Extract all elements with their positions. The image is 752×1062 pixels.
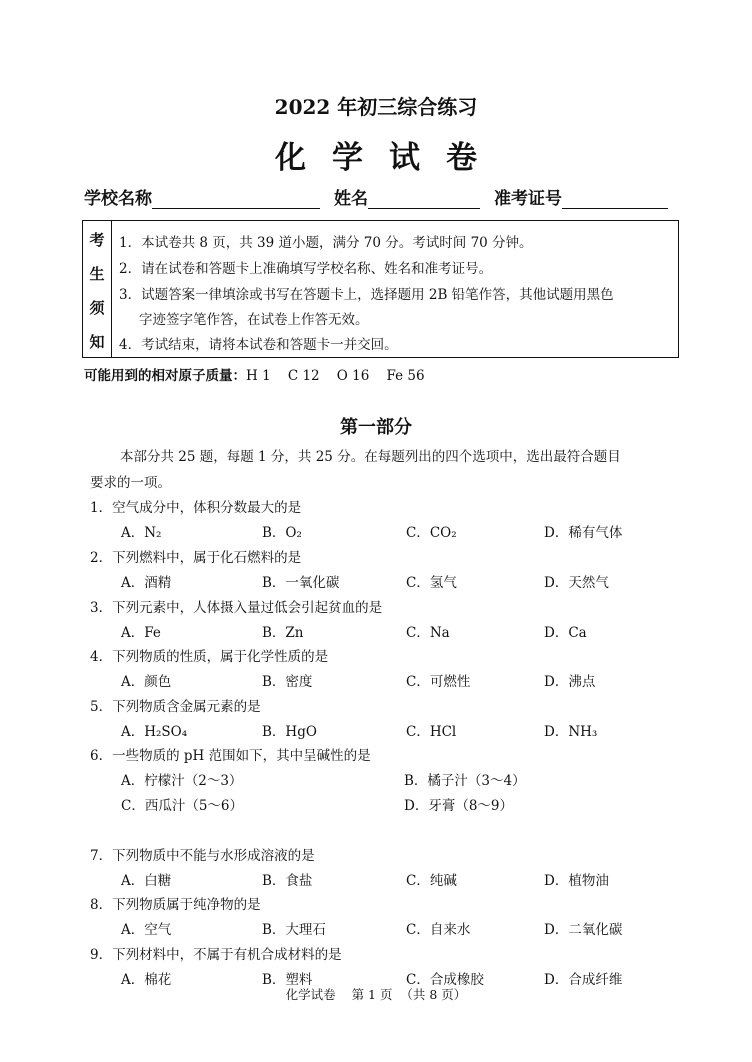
option-a[interactable]: A．Fe [121, 625, 161, 641]
option-a[interactable]: A．空气 [121, 922, 172, 938]
option-c[interactable]: C．可燃性 [406, 674, 471, 690]
notice-line: 4．考试结束，请将本试卷和答题卡一并交回。 [119, 337, 398, 353]
notice-side-char: 知 [89, 333, 105, 351]
question-stem: 2．下列燃料中，属于化石燃料的是 [90, 550, 302, 566]
question-stem: 6．一些物质的 pH 范围如下，其中呈碱性的是 [90, 748, 371, 764]
option-d[interactable]: D．合成纤维 [544, 972, 623, 988]
option-c[interactable]: C．Na [406, 625, 450, 641]
option-b[interactable]: B．Zn [262, 625, 304, 641]
question-stem: 7．下列物质中不能与水形成溶液的是 [90, 848, 315, 864]
question-stem: 4．下列物质的性质，属于化学性质的是 [90, 649, 329, 665]
question-stem: 3．下列元素中，人体摄入量过低会引起贫血的是 [90, 600, 383, 616]
part-intro: 要求的一项。 [90, 475, 171, 491]
name-blank[interactable] [368, 190, 480, 209]
option-a[interactable]: A．酒精 [121, 575, 172, 591]
option-c[interactable]: C．HCl [406, 724, 457, 740]
option-b[interactable]: B．HgO [262, 724, 317, 740]
option-b[interactable]: B．O₂ [262, 525, 302, 541]
option-d[interactable]: D．牙膏（8～9） [404, 798, 514, 814]
exam-title: 2022 年初三综合练习 [274, 95, 478, 119]
id-blank[interactable] [562, 190, 668, 209]
subject-title: 化学试卷 [275, 140, 503, 176]
notice-line: 2．请在试卷和答题卡上准确填写学校名称、姓名和准考证号。 [119, 261, 493, 277]
option-b[interactable]: B．一氧化碳 [262, 575, 340, 591]
option-d[interactable]: D．二氧化碳 [544, 922, 623, 938]
notice-side-label [83, 221, 112, 357]
atomic-masses-label: 可能用到的相对原子质量： [84, 368, 246, 384]
part-title: 第一部分 [340, 417, 412, 438]
notice-side-char: 考 [89, 231, 105, 249]
option-c[interactable]: C．合成橡胶 [406, 972, 484, 988]
part-intro: 本部分共 25 题，每题 1 分，共 25 分。在每题列出的四个选项中，选出最符合题目 [120, 449, 621, 465]
notice-line: 1．本试卷共 8 页，共 39 道小题，满分 70 分。考试时间 70 分钟。 [119, 235, 533, 251]
question-stem: 9．下列材料中，不属于有机合成材料的是 [90, 947, 342, 963]
option-b[interactable]: B．食盐 [262, 873, 313, 889]
option-b[interactable]: B．密度 [262, 674, 313, 690]
option-a[interactable]: A．白糖 [121, 873, 172, 889]
atomic-masses [84, 364, 425, 384]
notice-box [82, 220, 679, 358]
option-b[interactable]: B．大理石 [262, 922, 326, 938]
question-stem: 5．下列物质含金属元素的是 [90, 699, 261, 715]
option-c[interactable]: C．CO₂ [406, 525, 457, 541]
school-label: 学校名称 [84, 189, 152, 209]
notice-line: 字迹签字笔作答，在试卷上作答无效。 [139, 312, 369, 328]
question-stem: 1．空气成分中，体积分数最大的是 [90, 500, 302, 516]
option-c[interactable]: C．纯碱 [406, 873, 457, 889]
option-c[interactable]: C．西瓜汁（5～6） [121, 798, 244, 814]
option-c[interactable]: C．氢气 [406, 575, 457, 591]
notice-line: 3．试题答案一律填涂或书写在答题卡上，选择题用 2B 铅笔作答，其他试题用黑色 [119, 287, 614, 303]
name-label: 姓名 [334, 189, 368, 209]
option-d[interactable]: D．天然气 [544, 575, 609, 591]
option-a[interactable]: A．柠檬汁（2～3） [121, 773, 243, 789]
notice-side-char: 须 [89, 299, 105, 317]
option-d[interactable]: D．沸点 [544, 674, 596, 690]
option-a[interactable]: A．颜色 [121, 674, 172, 690]
atomic-masses-values: H 1 C 12 O 16 Fe 56 [246, 368, 425, 384]
page-footer: 化学试卷 第 1 页 （共 8 页） [285, 987, 467, 1002]
option-d[interactable]: D．NH₃ [544, 724, 598, 740]
id-label: 准考证号 [494, 189, 562, 209]
option-a[interactable]: A．N₂ [121, 525, 162, 541]
option-b[interactable]: B．橘子汁（3～4） [404, 773, 526, 789]
notice-side-char: 生 [89, 265, 105, 283]
candidate-fields [84, 184, 668, 209]
option-a[interactable]: A．棉花 [121, 972, 172, 988]
option-d[interactable]: D．植物油 [544, 873, 609, 889]
option-d[interactable]: D．稀有气体 [544, 525, 623, 541]
option-d[interactable]: D．Ca [544, 625, 587, 641]
question-stem: 8．下列物质属于纯净物的是 [90, 897, 261, 913]
option-b[interactable]: B．塑料 [262, 972, 313, 988]
school-blank[interactable] [152, 190, 320, 209]
option-c[interactable]: C．自来水 [406, 922, 471, 938]
option-a[interactable]: A．H₂SO₄ [121, 724, 188, 740]
